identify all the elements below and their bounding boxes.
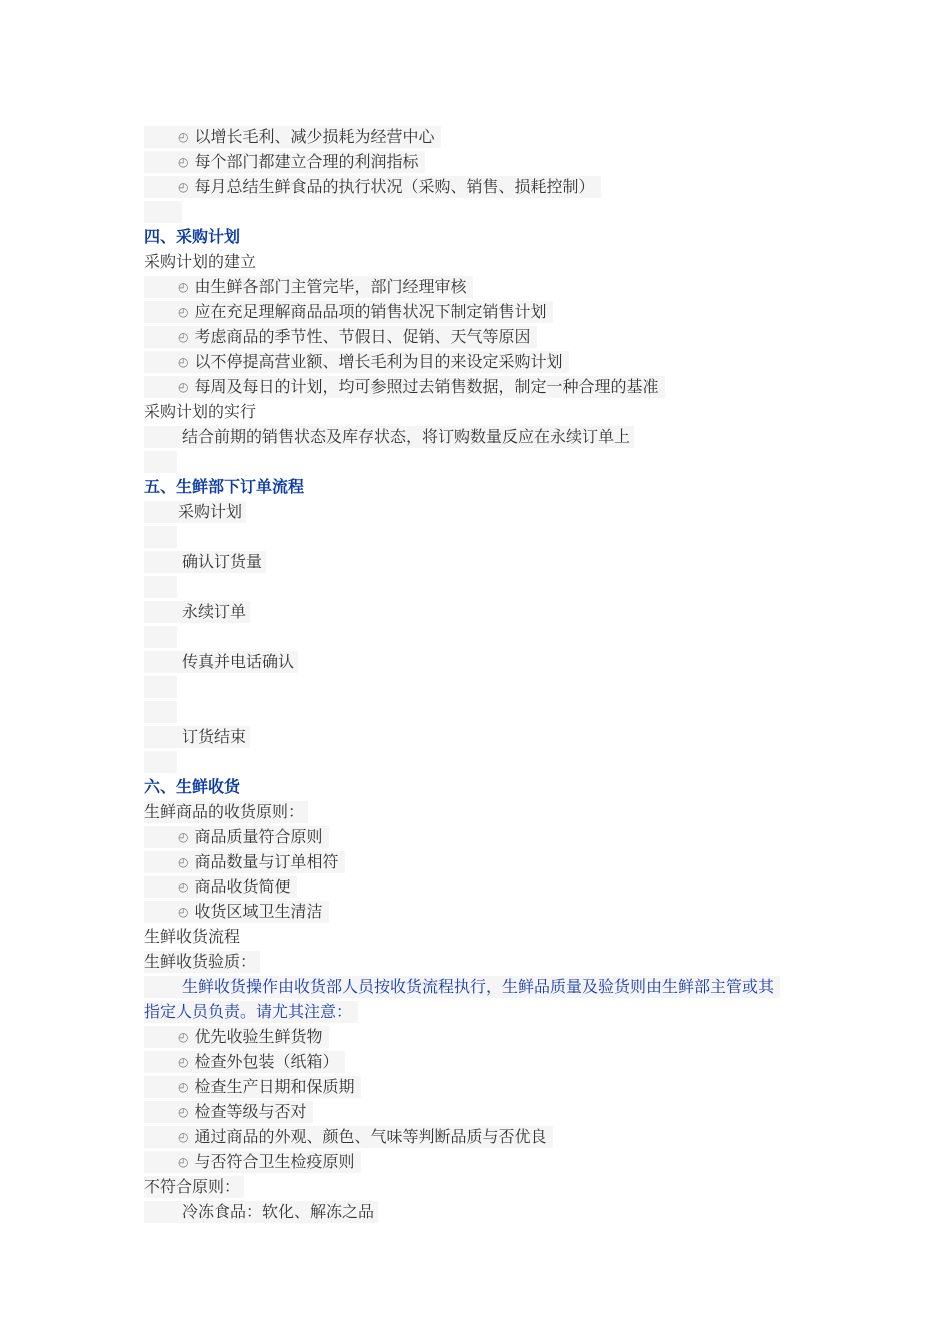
flow-step: 确认订货量 [144,551,266,573]
list-item: ◴ 每个部门都建立合理的利润指标 [144,151,425,173]
clock-bullet-icon: ◴ [178,1030,189,1044]
clock-bullet-icon: ◴ [178,1130,189,1144]
list-item: ◴ 每周及每日的计划，均可参照过去销售数据，制定一种合理的基准 [144,376,665,398]
clock-bullet-icon: ◴ [178,905,189,919]
list-item: ◴ 收货区域卫生清洁 [144,901,329,923]
clock-bullet-icon: ◴ [178,830,189,844]
list-item: ◴ 商品质量符合原则 [144,826,329,848]
list-item: ◴ 以不停提高营业额、增长毛利为目的来设定采购计划 [144,351,569,373]
list-item: ◴ 由生鲜各部门主管完毕，部门经理审核 [144,276,473,298]
list-item: 冷冻食品：软化、解冻之品 [144,1201,378,1223]
clock-bullet-icon: ◴ [178,855,189,869]
list-item: ◴ 每月总结生鲜食品的执行状况（采购、销售、损耗控制） [144,176,601,198]
list-item: ◴ 优先收验生鲜货物 [144,1026,329,1048]
list-item: ◴ 以增长毛利、减少损耗为经营中心 [144,126,441,148]
blank-line [144,676,177,698]
clock-bullet-icon: ◴ [178,880,189,894]
flow-step: 订货结束 [144,726,250,748]
blank-line [144,751,177,773]
clock-bullet-icon: ◴ [178,1155,189,1169]
list-item: ◴ 商品数量与订单相符 [144,851,345,873]
clock-bullet-icon: ◴ [178,380,189,394]
clock-bullet-icon: ◴ [178,130,189,144]
flow-step: 采购计划 [144,501,246,523]
list-item: ◴ 通过商品的外观、颜色、气味等判断品质与否优良 [144,1126,553,1148]
blank-line [144,201,182,223]
section-heading: 六、生鲜收货 [144,777,241,796]
subheading: 生鲜收货验质： [144,951,260,973]
blank-line [144,526,177,548]
blank-line [144,701,177,723]
section-heading: 五、生鲜部下订单流程 [144,477,305,496]
list-item: ◴ 应在充足理解商品品项的销售状况下制定销售计划 [144,301,553,323]
subheading: 生鲜商品的收货原则： [144,801,308,823]
list-item: ◴ 商品收货简便 [144,876,297,898]
clock-bullet-icon: ◴ [178,355,189,369]
clock-bullet-icon: ◴ [178,1105,189,1119]
list-item: ◴ 检查等级与否对 [144,1101,313,1123]
list-item: ◴ 考虑商品的季节性、节假日、促销、天气等原因 [144,326,537,348]
section-heading: 四、采购计划 [144,227,241,246]
clock-bullet-icon: ◴ [178,280,189,294]
subheading: 生鲜收货流程 [144,927,241,946]
clock-bullet-icon: ◴ [178,180,189,194]
paragraph-line: 生鲜收货操作由收货部人员按收货流程执行，生鲜品质量及验货则由生鲜部主管或其 [144,976,780,998]
list-item: ◴ 与否符合卫生检疫原则 [144,1151,361,1173]
blank-line [144,451,177,473]
subheading: 采购计划的建立 [144,252,257,271]
subheading: 不符合原则： [144,1176,244,1198]
clock-bullet-icon: ◴ [178,1055,189,1069]
flow-step: 传真并电话确认 [144,651,298,673]
clock-bullet-icon: ◴ [178,330,189,344]
paragraph-line: 指定人员负责。请尤其注意： [144,1001,358,1023]
clock-bullet-icon: ◴ [178,1080,189,1094]
list-item: ◴ 检查外包装（纸箱） [144,1051,345,1073]
subheading: 采购计划的实行 [144,402,257,421]
blank-line [144,626,177,648]
clock-bullet-icon: ◴ [178,155,189,169]
list-item: ◴ 检查生产日期和保质期 [144,1076,361,1098]
blank-line [144,576,177,598]
flow-step: 永续订单 [144,601,250,623]
clock-bullet-icon: ◴ [178,305,189,319]
paragraph: 结合前期的销售状态及库存状态，将订购数量反应在永续订单上 [144,426,634,448]
